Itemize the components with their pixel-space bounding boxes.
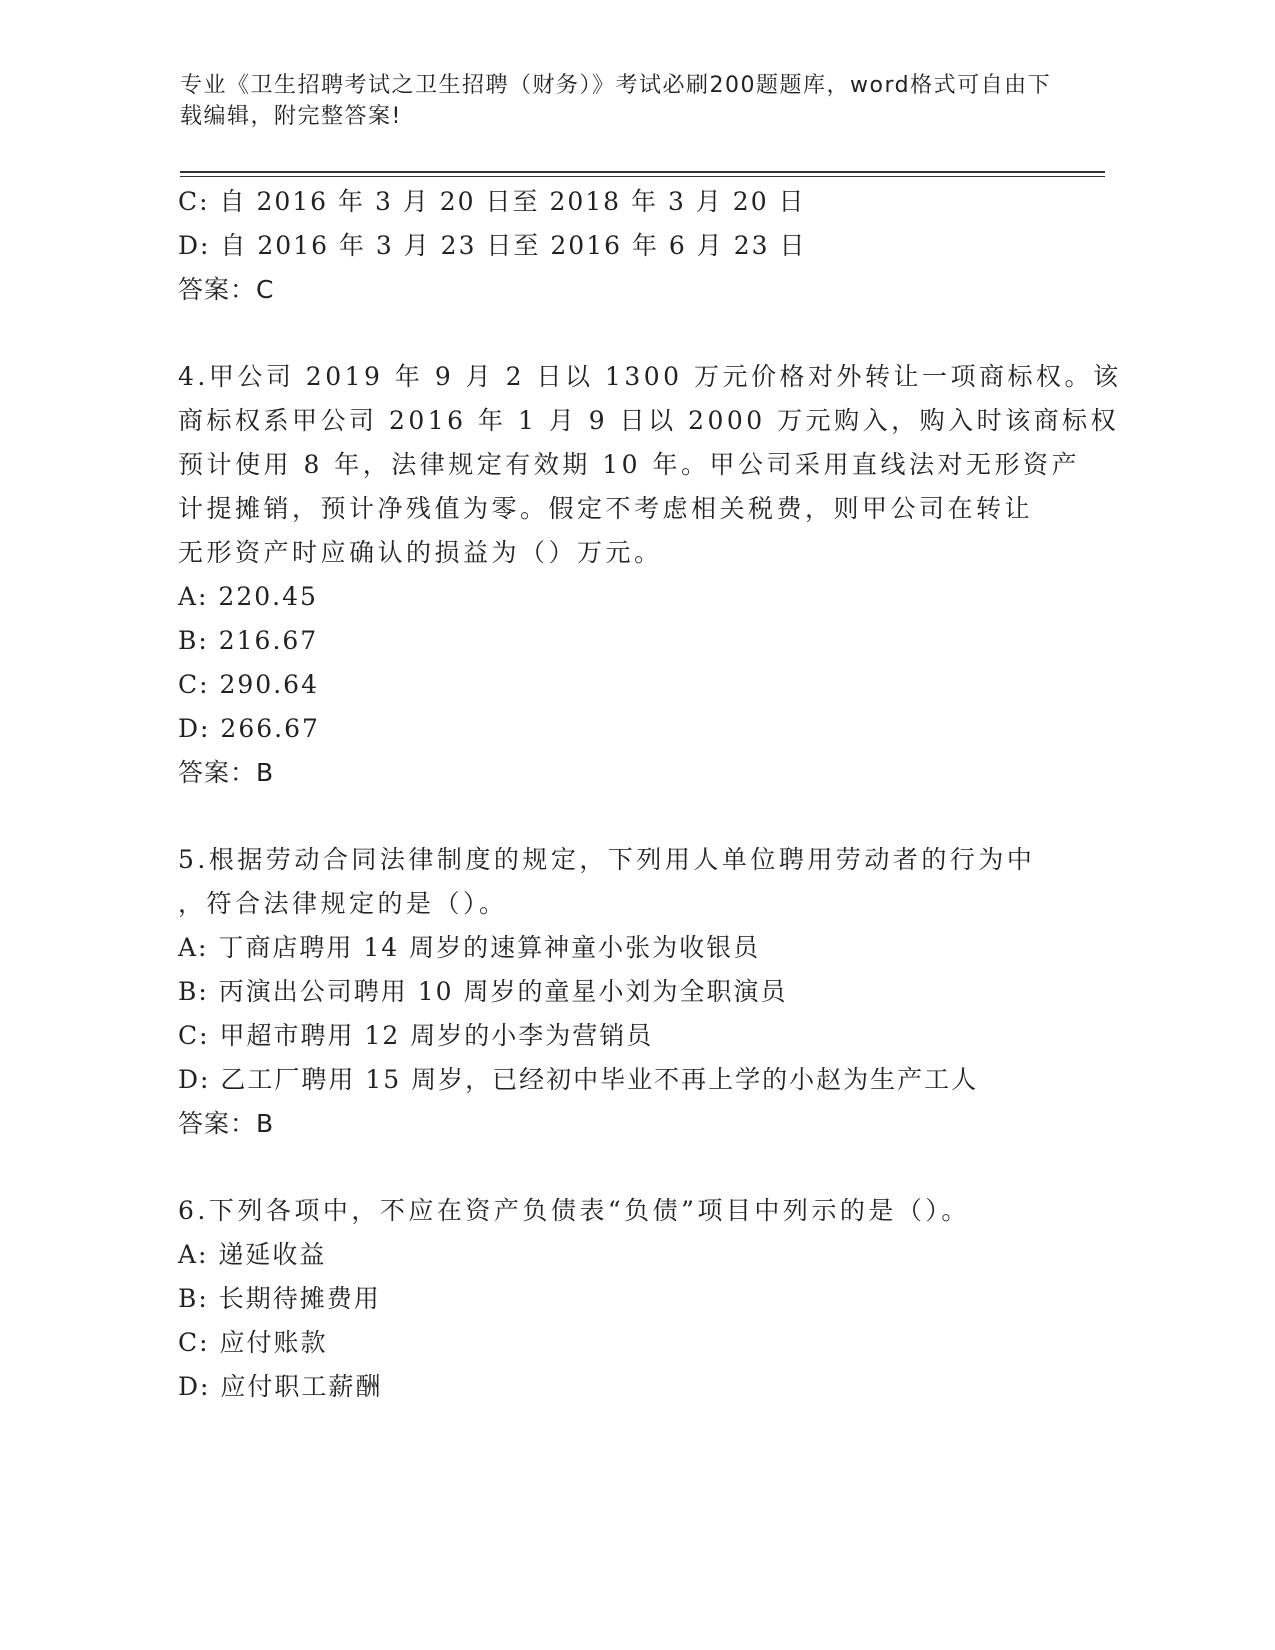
option-d: D: 266.67	[178, 714, 320, 743]
option-b: B: 216.67	[178, 626, 319, 655]
question-text-line: 6.下列各项中，不应在资产负债表“负债”项目中列示的是（）。	[178, 1196, 970, 1225]
option-d: D: 自 2016 年 3 月 23 日至 2016 年 6 月 23 日	[178, 231, 807, 260]
question-text-line: ，符合法律规定的是（）。	[178, 889, 508, 918]
option-c: C: 应付账款	[178, 1328, 328, 1357]
question-6	[178, 1189, 1058, 1409]
question-5	[178, 838, 1058, 1146]
document-header: 专业《卫生招聘考试之卫生招聘（财务）》考试必刷200题题库，word格式可自由下载编辑，附完整答案!	[180, 73, 1052, 129]
header-divider	[180, 171, 1105, 173]
option-c: C: 自 2016 年 3 月 20 日至 2018 年 3 月 20 日	[178, 187, 806, 216]
question-list	[178, 180, 1122, 1409]
option-c: C: 甲超市聘用 12 周岁的小李为营销员	[178, 1021, 654, 1050]
option-d: D: 乙工厂聘用 15 周岁，已经初中毕业不再上学的小赵为生产工人	[178, 1065, 979, 1094]
spacer	[178, 1146, 1058, 1189]
spacer	[178, 795, 1058, 838]
answer-line: 答案：B	[178, 1109, 275, 1138]
option-b: B: 长期待摊费用	[178, 1284, 381, 1313]
question-text-line: 预计使用 8 年，法律规定有效期 10 年。甲公司采用直线法对无形资产	[178, 450, 1081, 479]
question-4	[178, 355, 1122, 795]
question-text-line: 4.甲公司 2019 年 9 月 2 日以 1300 万元价格对外转让一项商标权。该	[178, 362, 1122, 391]
option-a: A: 丁商店聘用 14 周岁的速算神童小张为收银员	[178, 933, 761, 962]
spacer	[178, 312, 1058, 355]
option-b: B: 丙演出公司聘用 10 周岁的童星小刘为全职演员	[178, 977, 788, 1006]
answer-line: 答案：C	[178, 275, 275, 304]
option-c: C: 290.64	[178, 670, 319, 699]
option-a: A: 递延收益	[178, 1240, 327, 1269]
question-text-line: 5.根据劳动合同法律制度的规定，下列用人单位聘用劳动者的行为中	[178, 845, 1036, 874]
question-text-line: 无形资产时应确认的损益为（）万元。	[178, 538, 663, 567]
option-d: D: 应付职工薪酬	[178, 1372, 383, 1401]
option-a: A: 220.45	[178, 582, 318, 611]
header-divider-thin	[180, 176, 1105, 177]
question-text-line: 计提摊销，预计净残值为零。假定不考虑相关税费，则甲公司在转让	[178, 494, 1034, 523]
answer-line: 答案：B	[178, 758, 275, 787]
question-text-line: 商标权系甲公司 2016 年 1 月 9 日以 2000 万元购入，购入时该商标权	[178, 406, 1120, 435]
